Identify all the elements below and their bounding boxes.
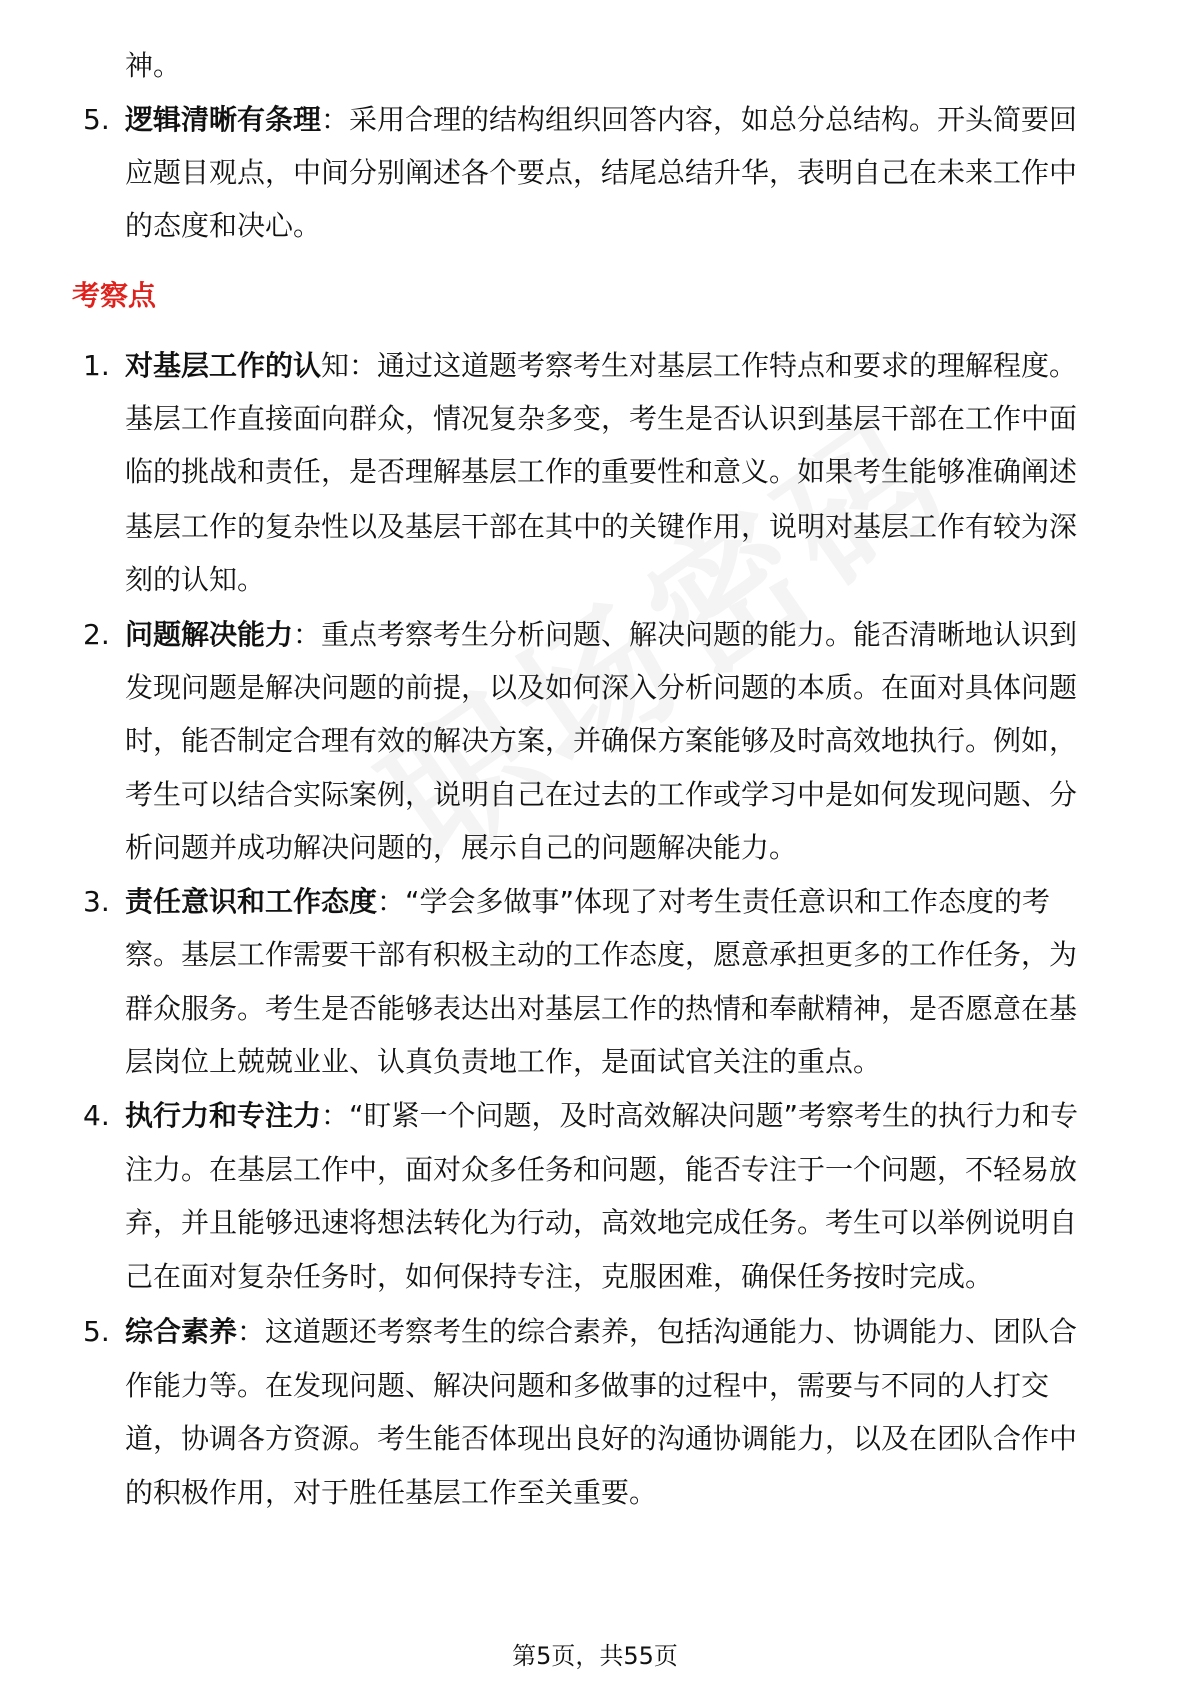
list-item-text: 道，协调各方资源。考生能否体现出良好的沟通协调能力，以及在团队合作中 [125,1422,1078,1455]
list-item-text: ：“学会多做事”体现了对考生责任意识和工作态度的考 [377,885,1051,918]
list-item-title: 责任意识和工作态度 [125,885,378,918]
list-item-text: 发现问题是解决问题的前提，以及如何深入分析问题的本质。在面对具体问题 [125,671,1078,704]
list-number: 2. [83,618,110,651]
list-item-text: 注力。在基层工作中，面对众多任务和问题，能否专注于一个问题，不轻易放 [125,1153,1078,1186]
list-item-text: 应题目观点，中间分别阐述各个要点，结尾总结升华，表明自己在未来工作中 [125,156,1078,189]
list-item-title: 执行力和专注力 [125,1099,322,1132]
page-number-footer: 第5页，共55页 [512,1642,678,1670]
list-item-title-tail: 知 [321,349,350,382]
continuation-text: 神。 [125,49,182,82]
list-item-text: ：重点考察考生分析问题、解决问题的能力。能否清晰地认识到 [293,618,1078,651]
list-item-first-line [125,1096,1078,1136]
list-item-title: 问题解决能力 [125,618,294,651]
list-item-text: 析问题并成功解决问题的，展示自己的问题解决能力。 [125,831,798,864]
list-item-first-line [125,1312,1077,1352]
list-item-text: ：采用合理的结构组织回答内容，如总分总结构。开头简要回 [321,103,1078,136]
section-heading: 考察点 [72,279,157,312]
list-item-text: 弃，并且能够迅速将想法转化为行动，高效地完成任务。考生可以举例说明自 [125,1206,1078,1239]
list-number: 5. [83,1315,110,1348]
list-item-text: 基层工作的复杂性以及基层干部在其中的关键作用，说明对基层工作有较为深 [125,510,1078,543]
list-number: 3. [83,885,110,918]
list-item-text: 的积极作用，对于胜任基层工作至关重要。 [125,1476,658,1509]
list-number: 5. [83,103,110,136]
list-item-text: 考生可以结合实际案例，说明自己在过去的工作或学习中是如何发现问题、分 [125,778,1078,811]
list-item-text: ：通过这道题考察考生对基层工作特点和要求的理解程度。 [349,349,1078,382]
list-item-text: 层岗位上兢兢业业、认真负责地工作，是面试官关注的重点。 [125,1045,882,1078]
list-item-first-line [125,882,1050,922]
list-item-text: ：这道题还考察考生的综合素养，包括沟通能力、协调能力、团队合 [237,1315,1078,1348]
list-number: 1. [83,349,110,382]
list-item-text: 群众服务。考生是否能够表达出对基层工作的热情和奉献精神，是否愿意在基 [125,992,1078,1025]
list-item-text: 察。基层工作需要干部有积极主动的工作态度，愿意承担更多的工作任务，为 [125,938,1078,971]
list-item-first-line [125,100,1077,140]
list-item-title: 综合素养 [125,1315,238,1348]
list-item-text: 作能力等。在发现问题、解决问题和多做事的过程中，需要与不同的人打交 [125,1369,1050,1402]
list-item-text: 己在面对复杂任务时，如何保持专注，克服困难，确保任务按时完成。 [125,1260,994,1293]
list-item-text: ：“盯紧一个问题，及时高效解决问题”考察考生的执行力和专 [321,1099,1079,1132]
list-item-text: 刻的认知。 [125,563,266,596]
list-item-first-line [125,346,1077,386]
list-number: 4. [83,1099,110,1132]
list-item-text: 的态度和决心。 [125,209,322,242]
list-item-text: 基层工作直接面向群众，情况复杂多变，考生是否认识到基层干部在工作中面 [125,402,1078,435]
list-item-first-line [125,615,1077,655]
list-item-text: 临的挑战和责任，是否理解基层工作的重要性和意义。如果考生能够准确阐述 [125,455,1078,488]
list-item-text: 时，能否制定合理有效的解决方案，并确保方案能够及时高效地执行。例如， [125,724,1078,757]
list-item-title: 逻辑清晰有条理 [125,103,322,136]
list-item-title: 对基层工作的认 [125,349,322,382]
